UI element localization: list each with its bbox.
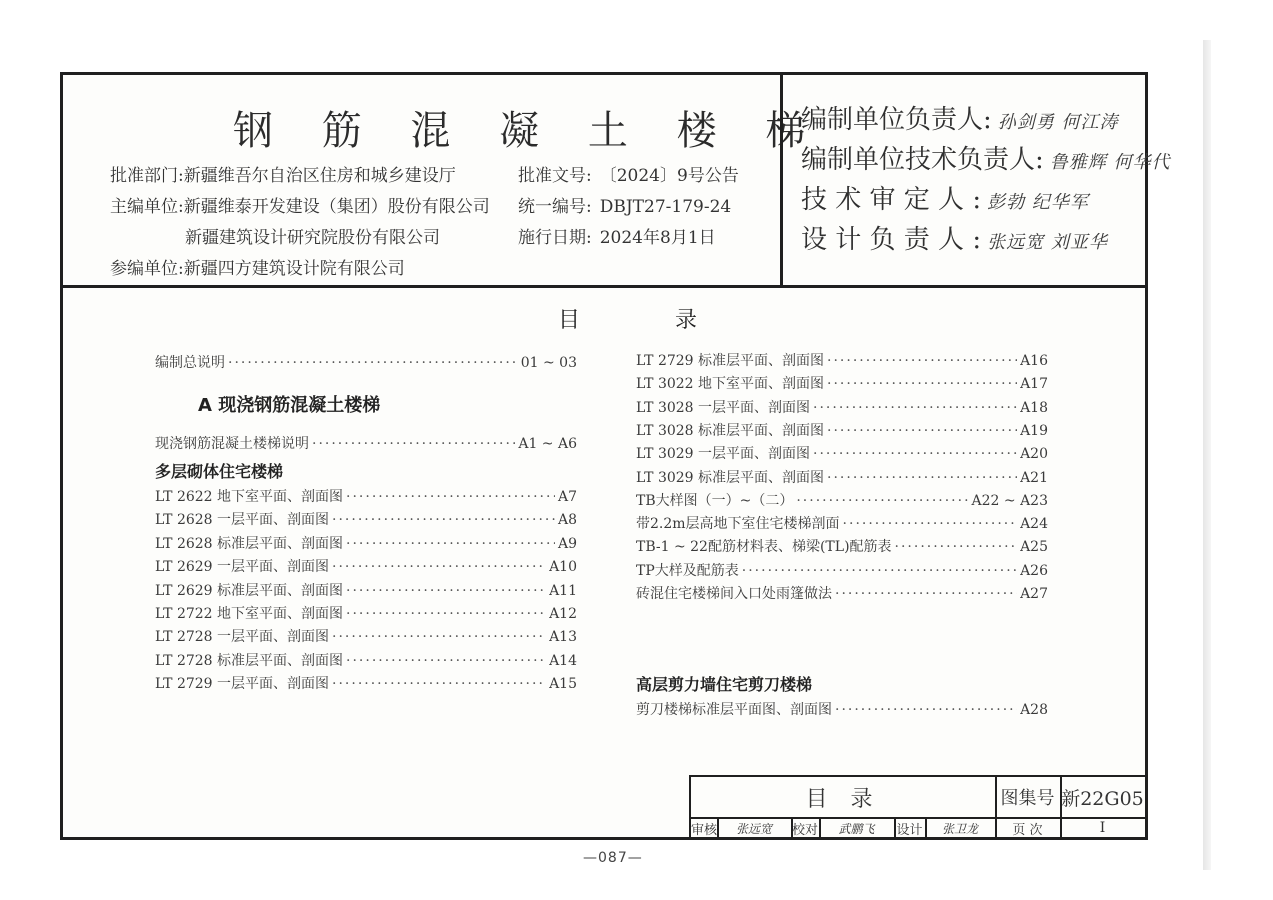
toc-entry-page: A28	[1020, 702, 1048, 718]
leader-dots	[827, 353, 1017, 369]
participant-row	[110, 254, 405, 279]
toc-entry-title: LT 2729 一层平面、剖面图	[155, 676, 330, 693]
toc-entry-title: 砖混住宅楼梯间入口处雨篷做法	[636, 586, 832, 602]
leader-dots	[228, 355, 518, 371]
leader-dots	[332, 512, 555, 528]
toc-entry[interactable]	[155, 626, 577, 646]
toc-entry[interactable]	[636, 443, 1048, 463]
leader-dots	[813, 400, 1017, 416]
toc-entry[interactable]	[636, 467, 1048, 487]
leader-dots	[827, 376, 1017, 392]
toc-entry-page: A27	[1020, 586, 1048, 602]
document-title: 钢 筋 混 凝 土 楼 梯	[233, 108, 824, 154]
signature: 鲁雅辉 何华代	[1049, 152, 1171, 173]
leader-dots	[742, 563, 1017, 579]
signature: 张远宽 刘亚华	[987, 232, 1108, 253]
toc-entry-page: A18	[1020, 399, 1048, 416]
approval-no-row	[518, 161, 739, 186]
toc-entry-title: LT 2628 标准层平面、剖面图	[155, 535, 344, 552]
header-block	[63, 75, 1171, 288]
toc-entry[interactable]	[155, 556, 577, 576]
toc-entry[interactable]	[636, 560, 1048, 580]
toc-entry-page: A9	[557, 535, 577, 552]
toc-entry-title: 带2.2m层高地下室住宅楼梯剖面	[636, 516, 840, 533]
leader-dots	[346, 489, 555, 505]
responsible-row	[801, 99, 1119, 136]
chief-unit-label: 主编单位:	[110, 197, 184, 217]
subsection-shear-heading: 高层剪力墙住宅剪刀楼梯	[636, 675, 813, 694]
toc-entry-page: A12	[549, 606, 577, 622]
toc-entry-page: A1 ~ A6	[518, 436, 577, 452]
chief-unit-value-1: 新疆维泰开发建设（集团）股份有限公司	[183, 197, 490, 217]
unified-no-row	[518, 192, 731, 217]
effective-date-value: 2024年8月1日	[599, 228, 716, 248]
leader-dots	[312, 436, 515, 452]
toc-entry-title: LT 3028 一层平面、剖面图	[636, 399, 811, 416]
toc-entry-title: LT 3029 标准层平面、剖面图	[636, 469, 825, 486]
toc-entry-title: LT 3029 一层平面、剖面图	[636, 446, 811, 463]
leader-dots	[346, 606, 546, 622]
toc-entry-title: TB-1 ~ 22配筋材料表、梯梁(TL)配筋表	[636, 539, 892, 556]
toc-entry-title: LT 2622 地下室平面、剖面图	[155, 489, 344, 505]
leader-dots	[813, 446, 1017, 462]
leader-dots	[346, 583, 546, 599]
leader-dots	[843, 516, 1018, 532]
toc-entry-title: 现浇钢筋混凝土楼梯说明	[155, 436, 309, 452]
toc-entry-title: LT 2728 标准层平面、剖面图	[155, 652, 344, 669]
participant-value: 新疆四方建筑设计院有限公司	[183, 259, 405, 279]
toc-entry-page: A20	[1020, 446, 1048, 463]
toc-entry-page: 01 ~ 03	[520, 355, 577, 371]
responsible-row	[801, 219, 1108, 256]
toc-entry[interactable]	[155, 509, 577, 529]
leader-dots	[895, 539, 1018, 555]
approval-dept-value: 新疆维吾尔自治区住房和城乡建设厅	[183, 166, 456, 186]
toc-entry-page: A15	[549, 676, 577, 693]
responsibles-block	[780, 75, 1171, 285]
approval-no-value: 〔2024〕9号公告	[599, 166, 739, 186]
toc-entry[interactable]	[155, 650, 577, 670]
responsible-label: 编制单位负责人:	[801, 105, 992, 135]
unified-no-value: DBJT27-179-24	[599, 197, 732, 217]
toc-entry-title: 剪刀楼梯标准层平面图、剖面图	[636, 702, 832, 718]
toc-entry-page: A7	[557, 489, 577, 505]
section-a-heading: A 现浇钢筋混凝土楼梯	[198, 395, 381, 416]
check-label: 校对	[791, 822, 818, 838]
toc-entry-page: A16	[1020, 353, 1048, 369]
toc-entry-title: TB大样图（一）~（二）	[636, 492, 794, 509]
toc-entry-title: LT 2628 一层平面、剖面图	[155, 512, 330, 529]
toc-entry-page: A22 ~ A23	[971, 492, 1048, 509]
toc-entry-title: LT 3028 标准层平面、剖面图	[636, 422, 825, 439]
toc-entry-title: LT 2629 标准层平面、剖面图	[155, 582, 344, 599]
atlas-no-value: 新22G05	[1061, 787, 1144, 810]
toc-entry-page: A19	[1020, 422, 1048, 439]
review-label: 审核	[691, 822, 718, 838]
toc-entry-title: LT 2629 一层平面、剖面图	[155, 559, 330, 576]
unified-no-label: 统一编号:	[518, 197, 592, 217]
toc-entry[interactable]	[155, 673, 577, 693]
toc-entry-page: A21	[1020, 469, 1048, 486]
effective-date-row	[518, 223, 716, 248]
leader-dots	[332, 629, 546, 645]
toc-entry[interactable]	[636, 583, 1048, 603]
toc-entry[interactable]	[155, 486, 577, 506]
toc-entry-page: A25	[1020, 539, 1048, 556]
toc-entry[interactable]	[155, 533, 577, 553]
toc-entry-page: A11	[549, 582, 577, 599]
toc-entry-page: A13	[549, 629, 577, 646]
page-number-value: I	[1099, 820, 1106, 836]
chief-unit-row-2	[185, 223, 440, 248]
toc-entry[interactable]	[636, 536, 1048, 556]
toc-entry-title: 编制总说明	[155, 355, 225, 371]
page-label: 页 次	[1012, 822, 1043, 838]
responsible-label: 编制单位技术负责人:	[801, 145, 1044, 175]
toc-entry-a-intro[interactable]	[155, 433, 577, 453]
participant-label: 参编单位:	[110, 259, 184, 279]
approval-dept-row	[110, 161, 456, 186]
title-block	[689, 775, 1145, 837]
toc-entry-general[interactable]	[155, 352, 577, 372]
toc-entry[interactable]	[636, 350, 1048, 370]
toc-entry[interactable]	[636, 513, 1048, 533]
toc-entry[interactable]	[636, 373, 1048, 393]
signature: 孙剑勇 何江涛	[997, 112, 1119, 133]
leader-dots	[835, 702, 1017, 718]
design-signature: 张卫龙	[941, 821, 978, 836]
review-signature: 张远宽	[735, 821, 772, 836]
responsible-label: 技 术 审 定 人 :	[801, 185, 982, 215]
toc-entry-title: LT 3022 地下室平面、剖面图	[636, 376, 825, 393]
toc-entry-title: LT 2722 地下室平面、剖面图	[155, 606, 344, 622]
footer-page-number: —087—	[583, 850, 643, 866]
toc-entry[interactable]	[636, 490, 1048, 510]
toc-entry[interactable]	[636, 397, 1048, 417]
chief-unit-row	[110, 192, 490, 217]
leader-dots	[346, 536, 555, 552]
toc-entry-page: A10	[549, 559, 577, 576]
toc-entry-page: A14	[549, 652, 577, 669]
responsible-row	[801, 179, 1089, 216]
toc-entry-title: TP大样及配筋表	[636, 562, 739, 579]
signature: 彭勃 纪华军	[987, 192, 1089, 213]
leader-dots	[827, 470, 1017, 486]
leader-dots	[332, 676, 546, 692]
toc-entry-shear[interactable]	[636, 699, 1048, 719]
leader-dots	[827, 423, 1017, 439]
toc-entry-title: LT 2728 一层平面、剖面图	[155, 629, 330, 646]
subsection-masonry-heading: 多层砌体住宅楼梯	[155, 462, 284, 481]
design-label: 设计	[896, 822, 923, 838]
toc-entry[interactable]	[155, 603, 577, 623]
atlas-no-label: 图集号	[1000, 788, 1055, 809]
leader-dots	[332, 559, 546, 575]
page-edge	[1203, 40, 1211, 870]
leader-dots	[346, 653, 546, 669]
drawing-sheet	[60, 72, 1171, 840]
toc-entry[interactable]	[155, 580, 577, 600]
chief-unit-value-2: 新疆建筑设计研究院股份有限公司	[185, 228, 440, 248]
toc-entry-page: A8	[557, 512, 577, 529]
toc-heading: 目 录	[558, 308, 741, 333]
toc-entry-page: A24	[1020, 516, 1048, 533]
responsible-row	[801, 139, 1171, 176]
approval-dept-label: 批准部门:	[110, 166, 184, 186]
responsible-label: 设 计 负 责 人 :	[801, 225, 982, 255]
effective-date-label: 施行日期:	[518, 228, 592, 248]
toc-entry-page: A17	[1020, 376, 1048, 393]
approval-no-label: 批准文号:	[518, 166, 592, 186]
toc-entry-title: LT 2729 标准层平面、剖面图	[636, 353, 825, 369]
toc-entry[interactable]	[636, 420, 1048, 440]
title-block-name: 目 录	[805, 786, 881, 812]
toc-entry-page: A26	[1020, 562, 1048, 579]
check-signature: 武鹏飞	[838, 821, 875, 836]
leader-dots	[796, 493, 968, 509]
header-info	[63, 75, 824, 285]
leader-dots	[835, 586, 1017, 602]
